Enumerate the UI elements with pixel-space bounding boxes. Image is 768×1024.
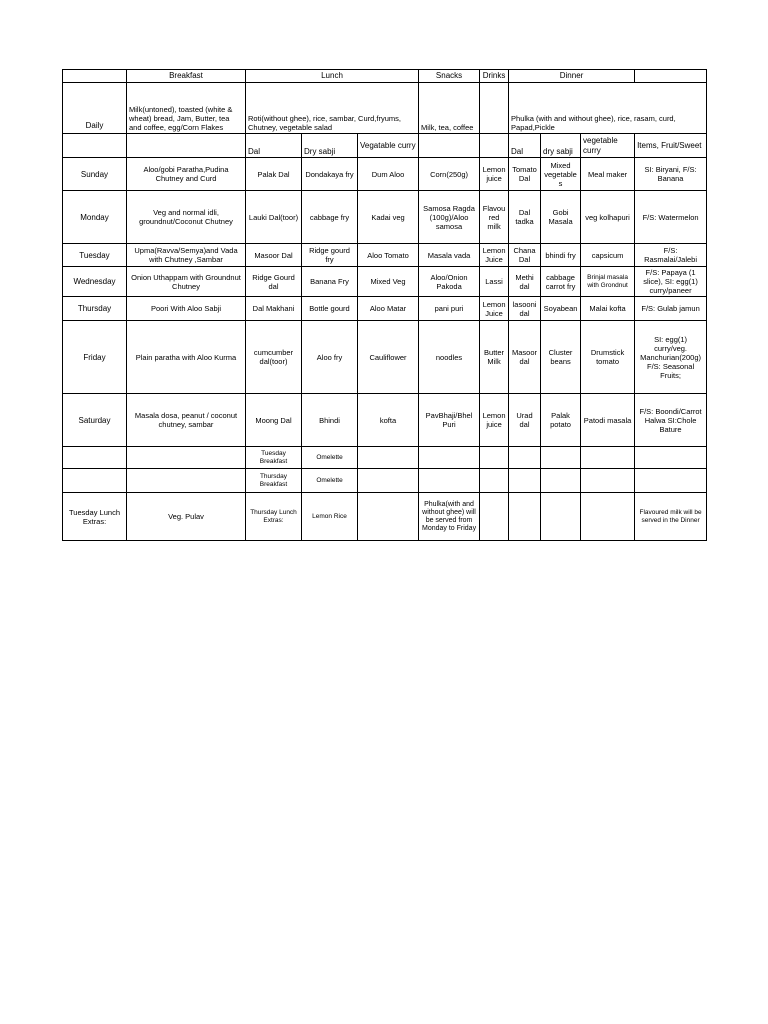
- day-label: Saturday: [63, 394, 127, 447]
- snacks-cell: Aloo/Onion Pakoda: [419, 267, 480, 297]
- dinner-dry-sabji-cell: Palak potato: [541, 394, 581, 447]
- dinner-veg-curry-cell: Meal maker: [581, 158, 635, 191]
- header-drinks: Drinks: [480, 70, 509, 83]
- subheader-lunch-veg-curry: Vegatable curry: [358, 134, 419, 158]
- header-items-blank: [635, 70, 707, 83]
- empty-cell: [509, 469, 541, 493]
- breakfast-cell: Aloo/gobi Paratha,Pudina Chutney and Curd: [127, 158, 246, 191]
- empty-cell: [581, 469, 635, 493]
- lunch-dal-cell: Moong Dal: [246, 394, 302, 447]
- empty-cell: [480, 469, 509, 493]
- daily-lunch: Roti(without ghee), rice, sambar, Curd,fryums, Chutney, vegetable salad: [246, 83, 419, 134]
- dinner-dry-sabji-cell: bhindi fry: [541, 244, 581, 267]
- daily-label: Daily: [63, 83, 127, 134]
- thursday-breakfast-label: Thursday Breakfast: [246, 469, 302, 493]
- items-cell: SI: egg(1) curry/veg. Manchurian(200g) F/S: Seasonal Fruits;: [635, 321, 707, 394]
- header-lunch: Lunch: [246, 70, 419, 83]
- thursday-lunch-extras-item: Lemon Rice: [302, 493, 358, 541]
- subheader-blank-3: [419, 134, 480, 158]
- dinner-dal-cell: Dal tadka: [509, 191, 541, 244]
- subheader-blank-2: [127, 134, 246, 158]
- snacks-cell: noodles: [419, 321, 480, 394]
- dinner-dal-cell: Methi dal: [509, 267, 541, 297]
- lunch-dal-cell: cumcumber dal(toor): [246, 321, 302, 394]
- dinner-dal-cell: Tomato Dal: [509, 158, 541, 191]
- dinner-dal-cell: Urad dal: [509, 394, 541, 447]
- day-row-friday: [63, 321, 707, 394]
- empty-cell: [127, 447, 246, 469]
- tuesday-breakfast-label: Tuesday Breakfast: [246, 447, 302, 469]
- extra-row-thursday-breakfast: [63, 469, 707, 493]
- dinner-dal-cell: Masoor dal: [509, 321, 541, 394]
- mess-menu-table: [62, 69, 707, 541]
- header-dinner: Dinner: [509, 70, 635, 83]
- dinner-dal-cell: lasooni dal: [509, 297, 541, 321]
- subheader-dinner-veg-curry: vegetable curry: [581, 134, 635, 158]
- drinks-cell: Lemon Juice: [480, 244, 509, 267]
- lunch-dry-sabji-cell: cabbage fry: [302, 191, 358, 244]
- subheader-dinner-dry-sabji: dry sabji: [541, 134, 581, 158]
- empty-cell: [509, 447, 541, 469]
- dinner-veg-curry-cell: Malai kofta: [581, 297, 635, 321]
- empty-cell: [358, 469, 419, 493]
- day-row-wednesday: [63, 267, 707, 297]
- lunch-dal-cell: Palak Dal: [246, 158, 302, 191]
- empty-cell: [635, 447, 707, 469]
- day-row-monday: [63, 191, 707, 244]
- subheader-lunch-dry-sabji: Dry sabji: [302, 134, 358, 158]
- lunch-dal-cell: Lauki Dal(toor): [246, 191, 302, 244]
- empty-cell: [358, 447, 419, 469]
- empty-cell: [419, 469, 480, 493]
- items-cell: F/S: Watermelon: [635, 191, 707, 244]
- day-label: Thursday: [63, 297, 127, 321]
- empty-cell: [358, 493, 419, 541]
- empty-cell: [480, 447, 509, 469]
- dinner-dry-sabji-cell: Mixed vegetables: [541, 158, 581, 191]
- empty-cell: [541, 447, 581, 469]
- extra-row-lunch: [63, 493, 707, 541]
- lunch-dry-sabji-cell: Aloo fry: [302, 321, 358, 394]
- items-cell: F/S: Rasmalai/Jalebi: [635, 244, 707, 267]
- day-label: Monday: [63, 191, 127, 244]
- empty-cell: [581, 493, 635, 541]
- items-cell: F/S: Gulab jamun: [635, 297, 707, 321]
- day-row-saturday: [63, 394, 707, 447]
- subheader-lunch-dal: Dal: [246, 134, 302, 158]
- dinner-dal-cell: Chana Dal: [509, 244, 541, 267]
- snacks-cell: pani puri: [419, 297, 480, 321]
- day-label: Tuesday: [63, 244, 127, 267]
- day-row-sunday: [63, 158, 707, 191]
- drinks-cell: Lassi: [480, 267, 509, 297]
- snacks-cell: PavBhaji/Bhel Puri: [419, 394, 480, 447]
- day-row-thursday: [63, 297, 707, 321]
- breakfast-cell: Plain paratha with Aloo Kurma: [127, 321, 246, 394]
- thursday-breakfast-item: Omelette: [302, 469, 358, 493]
- daily-row: [63, 83, 707, 134]
- breakfast-cell: Poori With Aloo Sabji: [127, 297, 246, 321]
- empty-cell: [63, 447, 127, 469]
- tuesday-breakfast-item: Omelette: [302, 447, 358, 469]
- empty-cell: [635, 469, 707, 493]
- tuesday-lunch-extras-item: Veg. Pulav: [127, 493, 246, 541]
- dinner-veg-curry-cell: veg kolhapuri: [581, 191, 635, 244]
- header-row: [63, 70, 707, 83]
- items-cell: SI: Biryani, F/S: Banana: [635, 158, 707, 191]
- drinks-cell: Butter Milk: [480, 321, 509, 394]
- day-row-tuesday: [63, 244, 707, 267]
- extra-row-tuesday-breakfast: [63, 447, 707, 469]
- tuesday-lunch-extras-label: Tuesday Lunch Extras:: [63, 493, 127, 541]
- header-blank: [63, 70, 127, 83]
- daily-snacks: Milk, tea, coffee: [419, 83, 480, 134]
- lunch-veg-curry-cell: Aloo Matar: [358, 297, 419, 321]
- breakfast-cell: Onion Uthappam with Groundnut Chutney: [127, 267, 246, 297]
- day-label: Friday: [63, 321, 127, 394]
- snacks-cell: Samosa Ragda (100g)/Aloo samosa: [419, 191, 480, 244]
- drinks-cell: Lemon juice: [480, 394, 509, 447]
- drinks-cell: Lemon Juice: [480, 297, 509, 321]
- lunch-dal-cell: Ridge Gourd dal: [246, 267, 302, 297]
- empty-cell: [509, 493, 541, 541]
- drinks-cell: Flavoured milk: [480, 191, 509, 244]
- lunch-veg-curry-cell: Dum Aloo: [358, 158, 419, 191]
- lunch-dry-sabji-cell: Ridge gourd fry: [302, 244, 358, 267]
- breakfast-cell: Veg and normal idli, groundnut/Coconut Chutney: [127, 191, 246, 244]
- phulka-note: Phulka(with and without ghee) will be served from Monday to Friday: [419, 493, 480, 541]
- dinner-dry-sabji-cell: Gobi Masala: [541, 191, 581, 244]
- lunch-dal-cell: Dal Makhani: [246, 297, 302, 321]
- empty-cell: [541, 469, 581, 493]
- lunch-veg-curry-cell: Kadai veg: [358, 191, 419, 244]
- empty-cell: [480, 493, 509, 541]
- subheader-blank-1: [63, 134, 127, 158]
- lunch-dry-sabji-cell: Dondakaya fry: [302, 158, 358, 191]
- dinner-dry-sabji-cell: Cluster beans: [541, 321, 581, 394]
- subheader-items: Items, Fruit/Sweet: [635, 134, 707, 158]
- empty-cell: [581, 447, 635, 469]
- dinner-veg-curry-cell: Brinjal masala with Grondnut: [581, 267, 635, 297]
- items-cell: F/S: Papaya (1 slice), SI: egg(1) curry/paneer: [635, 267, 707, 297]
- breakfast-cell: Masala dosa, peanut / coconut chutney, sambar: [127, 394, 246, 447]
- daily-drinks: [480, 83, 509, 134]
- lunch-veg-curry-cell: Cauliflower: [358, 321, 419, 394]
- breakfast-cell: Upma(Ravva/Semya)and Vada with Chutney ,Sambar: [127, 244, 246, 267]
- empty-cell: [127, 469, 246, 493]
- day-label: Sunday: [63, 158, 127, 191]
- snacks-cell: Masala vada: [419, 244, 480, 267]
- lunch-dry-sabji-cell: Bhindi: [302, 394, 358, 447]
- header-breakfast: Breakfast: [127, 70, 246, 83]
- subheader-dinner-dal: Dal: [509, 134, 541, 158]
- dinner-dry-sabji-cell: cabbage carrot fry: [541, 267, 581, 297]
- lunch-dry-sabji-cell: Banana Fry: [302, 267, 358, 297]
- snacks-cell: Corn(250g): [419, 158, 480, 191]
- flavoured-milk-note: Flavoured milk will be served in the Dinner: [635, 493, 707, 541]
- thursday-lunch-extras-label: Thursday Lunch Extras:: [246, 493, 302, 541]
- day-label: Wednesday: [63, 267, 127, 297]
- subheader-row: [63, 134, 707, 158]
- empty-cell: [419, 447, 480, 469]
- dinner-veg-curry-cell: Patodi masala: [581, 394, 635, 447]
- daily-dinner: Phulka (with and without ghee), rice, rasam, curd, Papad,Pickle: [509, 83, 707, 134]
- dinner-veg-curry-cell: capsicum: [581, 244, 635, 267]
- lunch-veg-curry-cell: Aloo Tomato: [358, 244, 419, 267]
- dinner-dry-sabji-cell: Soyabean: [541, 297, 581, 321]
- lunch-dry-sabji-cell: Bottle gourd: [302, 297, 358, 321]
- lunch-veg-curry-cell: Mixed Veg: [358, 267, 419, 297]
- subheader-blank-4: [480, 134, 509, 158]
- lunch-dal-cell: Masoor Dal: [246, 244, 302, 267]
- items-cell: F/S: Boondi/Carrot Halwa SI:Chole Bature: [635, 394, 707, 447]
- dinner-veg-curry-cell: Drumstick tomato: [581, 321, 635, 394]
- drinks-cell: Lemon juice: [480, 158, 509, 191]
- daily-breakfast: Milk(untoned), toasted (white & wheat) bread, Jam, Butter, tea and coffee, egg/Corn Flakes: [127, 83, 246, 134]
- lunch-veg-curry-cell: kofta: [358, 394, 419, 447]
- empty-cell: [63, 469, 127, 493]
- empty-cell: [541, 493, 581, 541]
- header-snacks: Snacks: [419, 70, 480, 83]
